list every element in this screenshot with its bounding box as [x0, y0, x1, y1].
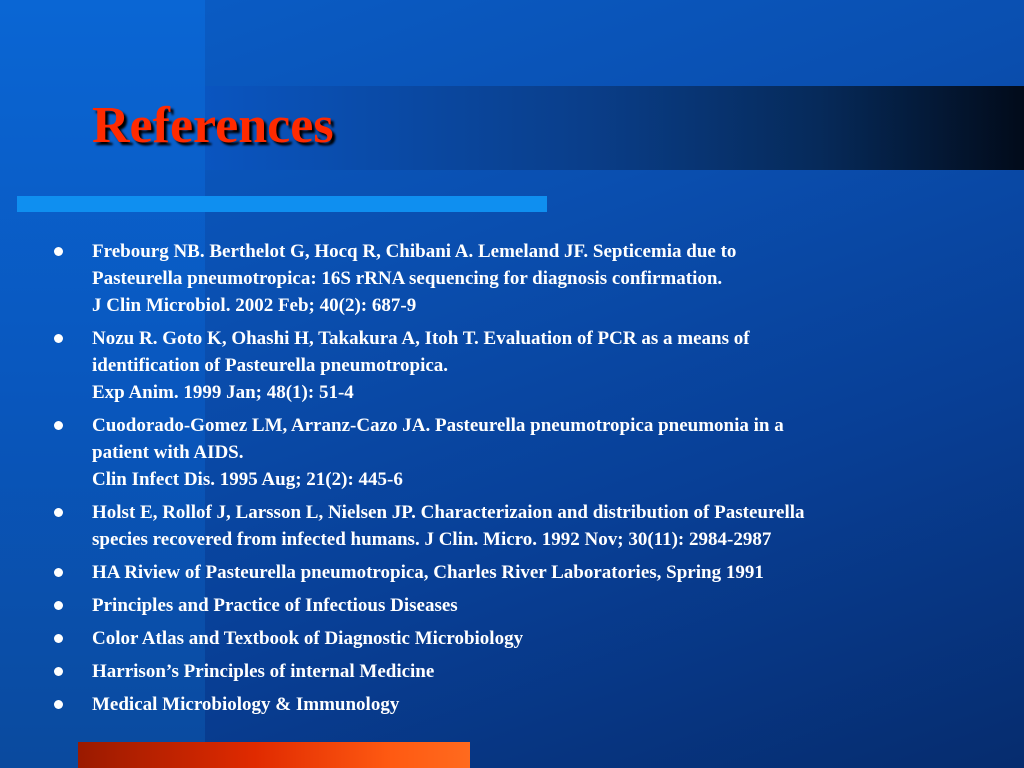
- reference-line: Exp Anim. 1999 Jan; 48(1): 51-4: [92, 382, 354, 403]
- reference-item: [48, 499, 968, 553]
- reference-list: [48, 238, 968, 724]
- reference-line: patient with AIDS.: [92, 442, 244, 463]
- title-underline-rule: [17, 196, 547, 212]
- reference-line: Clin Infect Dis. 1995 Aug; 21(2): 445-6: [92, 469, 403, 490]
- reference-line: identification of Pasteurella pneumotropica.: [92, 355, 449, 376]
- reference-item: [48, 238, 968, 319]
- bullet-icon: [54, 568, 63, 577]
- reference-line: species recovered from infected humans. J Clin. Micro. 1992 Nov; 30(11): 2984-2987: [92, 529, 772, 550]
- reference-line: Harrison’s Principles of internal Medicine: [92, 661, 435, 682]
- reference-line: J Clin Microbiol. 2002 Feb; 40(2): 687-9: [92, 295, 417, 316]
- reference-line: Cuodorado-Gomez LM, Arranz-Cazo JA. Pasteurella pneumotropica pneumonia in a: [92, 415, 784, 436]
- bullet-icon: [54, 667, 63, 676]
- bullet-icon: [54, 334, 63, 343]
- reference-line: HA Riview of Pasteurella pneumotropica, Charles River Laboratories, Spring 1991: [92, 562, 764, 583]
- reference-item: [48, 592, 968, 619]
- reference-line: Pasteurella pneumotropica: 16S rRNA sequencing for diagnosis confirmation.: [92, 268, 723, 289]
- bullet-icon: [54, 508, 63, 517]
- reference-item: [48, 412, 968, 493]
- bullet-icon: [54, 700, 63, 709]
- reference-line: Holst E, Rollof J, Larsson L, Nielsen JP. Characterizaion and distribution of Pasteurella: [92, 502, 805, 523]
- reference-item: [48, 658, 968, 685]
- reference-item: [48, 325, 968, 406]
- bullet-icon: [54, 634, 63, 643]
- bullet-icon: [54, 601, 63, 610]
- reference-line: Frebourg NB. Berthelot G, Hocq R, Chibani A. Lemeland JF. Septicemia due to: [92, 241, 737, 262]
- bullet-icon: [54, 421, 63, 430]
- slide-title: References: [92, 97, 334, 154]
- reference-line: Color Atlas and Textbook of Diagnostic Microbiology: [92, 628, 524, 649]
- reference-line: Principles and Practice of Infectious Diseases: [92, 595, 458, 616]
- reference-item: [48, 691, 968, 718]
- reference-item: [48, 559, 968, 586]
- reference-line: Medical Microbiology & Immunology: [92, 694, 400, 715]
- reference-item: [48, 625, 968, 652]
- reference-line: Nozu R. Goto K, Ohashi H, Takakura A, Itoh T. Evaluation of PCR as a means of: [92, 328, 750, 349]
- bullet-icon: [54, 247, 63, 256]
- bottom-accent-bar: [78, 742, 470, 768]
